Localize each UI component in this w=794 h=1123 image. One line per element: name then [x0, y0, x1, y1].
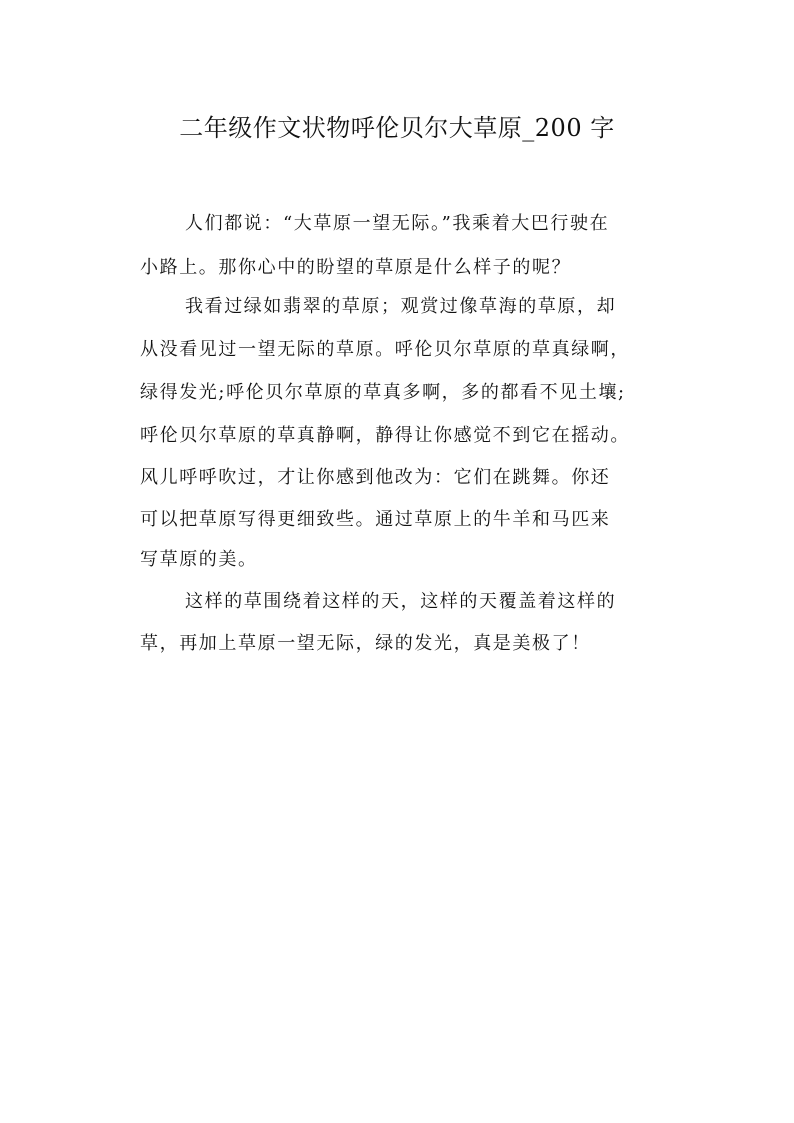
paragraph-line: 写草原的美。 — [140, 549, 258, 570]
paragraph-line: 人们都说：“大草原一望无际。”我乘着大巴行驶在 — [185, 213, 610, 234]
paragraph-line: 从没看见过一望无际的草原。呼伦贝尔草原的草真绿啊， — [140, 339, 630, 360]
paragraph-line: 这样的草围绕着这样的天，这样的天覆盖着这样的 — [185, 591, 617, 612]
paragraph-line: 小路上。那你心中的盼望的草原是什么样子的呢？ — [140, 257, 572, 278]
page-title: 二年级作文状物呼伦贝尔大草原_200 字 — [179, 114, 615, 142]
paragraph-line: 我看过绿如翡翠的草原；观赏过像草海的草原，却 — [185, 296, 617, 317]
paragraph-line: 呼伦贝尔草原的草真静啊，静得让你感觉不到它在摇动。 — [140, 425, 630, 446]
paragraph-line: 绿得发光;呼伦贝尔草原的草真多啊，多的都看不见土壤; — [140, 382, 626, 403]
paragraph-line: 草，再加上草原一望无际，绿的发光，真是美极了！ — [140, 633, 591, 654]
paragraph-line: 可以把草原写得更细致些。通过草原上的牛羊和马匹来 — [140, 509, 611, 530]
paragraph-line: 风儿呼呼吹过，才让你感到他改为：它们在跳舞。你还 — [140, 467, 611, 488]
